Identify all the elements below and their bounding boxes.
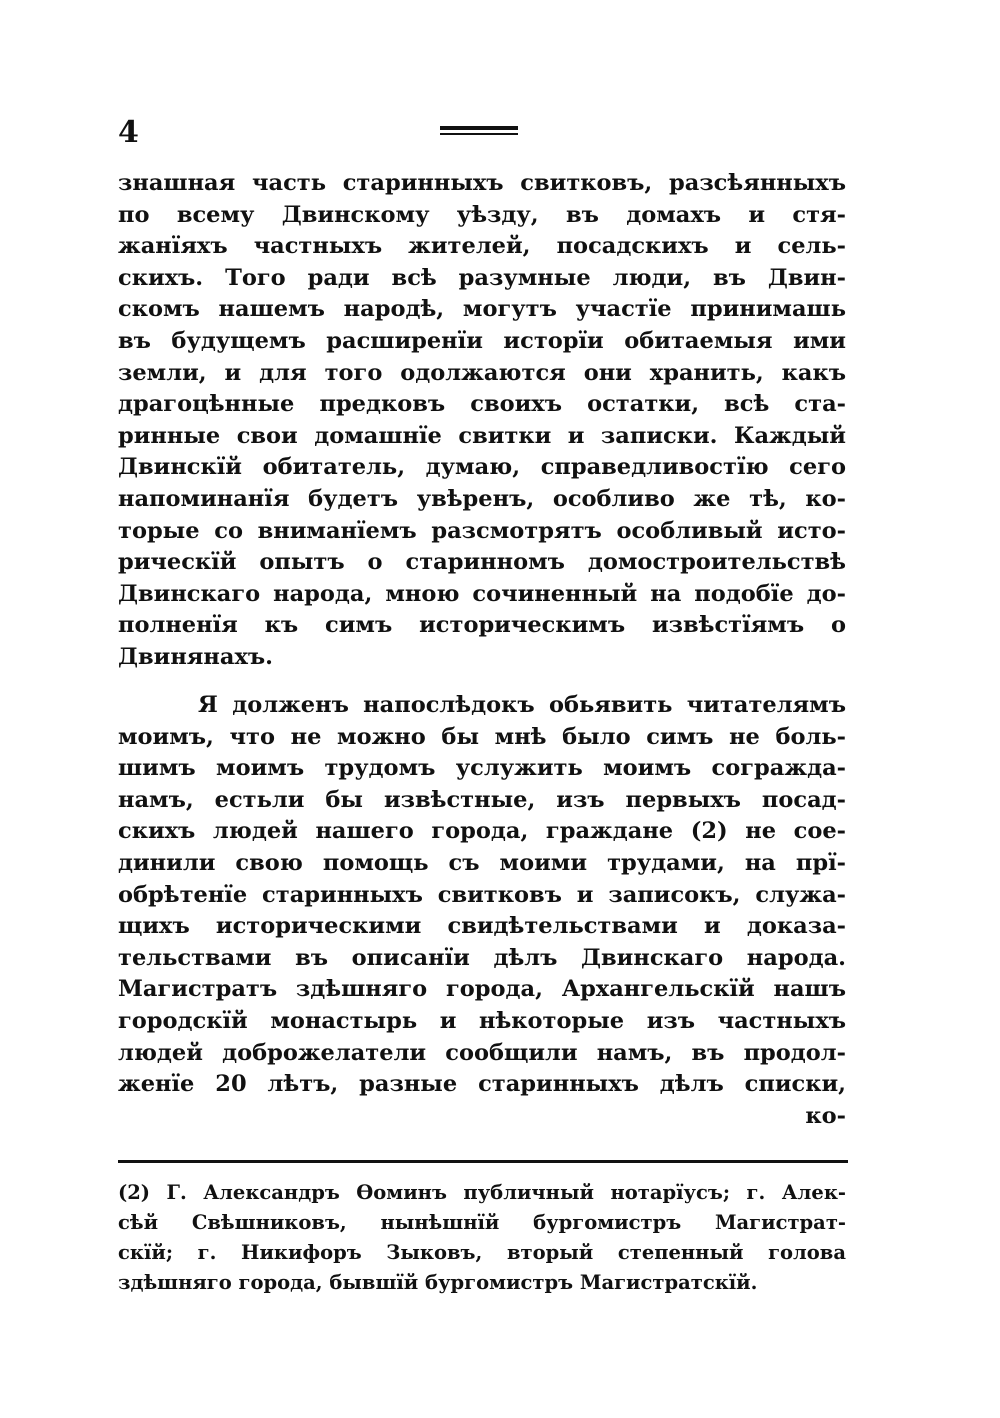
text-line: моимъ, что не можно бы мнѣ было симъ не боль- <box>118 723 846 750</box>
ornament-bar-thin <box>440 133 518 135</box>
text-line: обрѣтенїе старинныхъ свитковъ и записокъ, служа- <box>118 881 846 908</box>
footnote-line: здѣшняго города, бывшїй бургомистръ Магистратскїй. <box>118 1271 758 1294</box>
text-line: полненїя къ симъ историческимъ извѣстїямъ о <box>118 612 846 639</box>
text-line: торые со вниманїемъ разсмотрятъ особливый исто- <box>118 517 846 544</box>
text-line: Двинскаго народа, мною сочиненный на подобїе до- <box>118 580 846 607</box>
text-line: динили свою помощь съ моими трудами, на прї- <box>118 849 846 876</box>
text-line: скомъ нашемъ народѣ, могутъ участїе принимашь <box>118 296 846 323</box>
catchword: ко- <box>805 1102 846 1129</box>
text-line: женїе 20 лѣтъ, разные старинныхъ дѣлъ списки, <box>118 1071 846 1098</box>
footnote-rule <box>118 1160 848 1163</box>
text-line: скихъ людей нашего города, граждане (2) не сое- <box>118 818 846 845</box>
text-line: городскїй монастырь и нѣкоторые изъ частныхъ <box>118 1007 846 1034</box>
paragraph-1 <box>118 168 846 674</box>
text-line: знашная часть старинныхъ свитковъ, разсѣянныхъ <box>118 170 846 196</box>
footnote-line: (2) Г. Александръ Ѳоминъ публичный нотарїусъ; г. Алек- <box>118 1181 846 1204</box>
text-line: щихъ историческими свидѣтельствами и доказа- <box>118 913 846 940</box>
text-line: намъ, естьли бы извѣстные, изъ первыхъ посад- <box>118 786 846 813</box>
text-line: Двинскїй обитатель, думаю, справедливостїю сего <box>118 454 846 481</box>
text-line: ринные свои домашнїе свитки и записки. Каждый <box>118 422 846 449</box>
text-line: Магистратъ здѣшняго города, Архангельскїй нашъ <box>118 976 846 1003</box>
header-ornament <box>440 126 518 138</box>
text-line: напоминанїя будетъ увѣренъ, особливо же тѣ, ко- <box>118 485 846 512</box>
text-line: рическїй опытъ о старинномъ домостроительствѣ <box>118 549 846 576</box>
footnote <box>118 1178 846 1298</box>
text-line: шимъ моимъ трудомъ услужить моимъ сограждa- <box>118 755 846 782</box>
text-line: въ будущемъ расширенїи исторїи обитаемыя ими <box>118 327 846 354</box>
page-number: 4 <box>118 115 139 150</box>
text-line: скихъ. Того ради всѣ разумные люди, въ Двин- <box>118 264 846 291</box>
text-line: Я долженъ напослѣдокъ обьявить читателямъ <box>198 692 846 718</box>
footnote-line: сѣй Свѣшниковъ, нынѣшнїй бургомистръ Магистрат- <box>118 1211 846 1234</box>
ornament-bar-thick <box>440 126 518 130</box>
text-line: жанїяхъ частныхъ жителей, посадскихъ и сель- <box>118 233 846 260</box>
text-line: земли, и для того одолжаются они хранить, какъ <box>118 359 846 386</box>
text-line: людей доброжелатели сообщили намъ, въ продол- <box>118 1039 846 1066</box>
footnote-line: скїй; г. Никифоръ Зыковъ, вторый степенный голова <box>118 1241 846 1264</box>
text-line: по всему Двинскому уѣзду, въ домахъ и стя- <box>118 201 846 228</box>
paragraph-2 <box>118 690 846 1132</box>
text-line: тельствами въ описанїи дѣлъ Двинскаго народа. <box>118 944 846 971</box>
text-line: Двинянахъ. <box>118 643 273 670</box>
text-line: драгоцѣнные предковъ своихъ остатки, всѣ ста- <box>118 391 846 418</box>
